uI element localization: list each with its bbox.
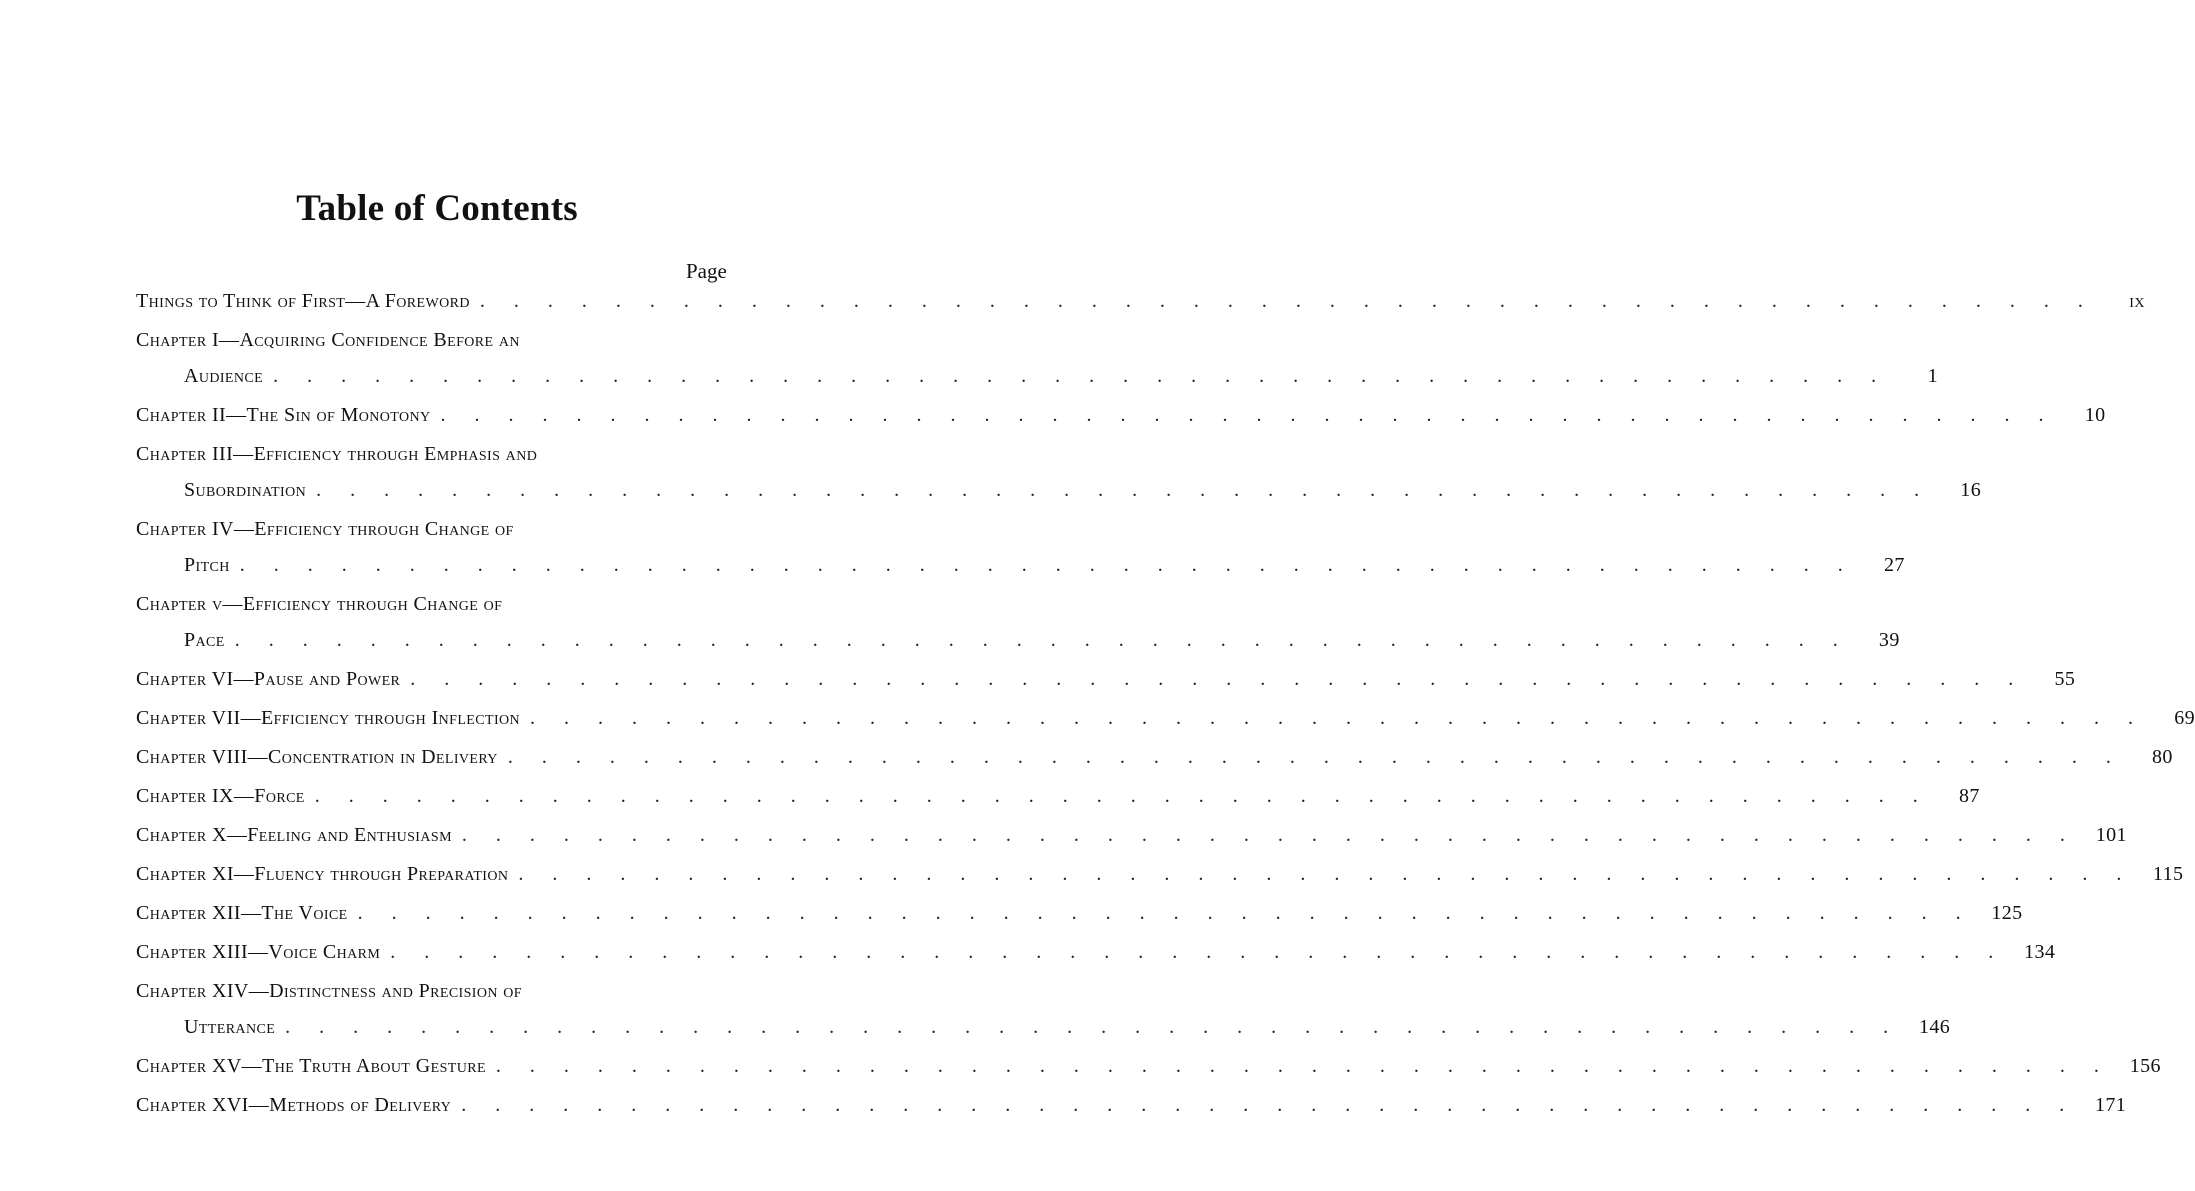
page-title: Table of Contents: [296, 188, 578, 229]
toc-entry-page: 115: [2152, 863, 2184, 885]
toc-entry-title-continued: Subordination: [184, 479, 307, 501]
toc-entry: [136, 978, 1951, 1040]
toc-entry: [136, 402, 2106, 428]
toc-entry: [136, 1053, 2161, 1079]
toc-entry-title-continued: Pitch: [184, 554, 230, 576]
toc-entry-page: 27: [1883, 554, 1905, 576]
toc-entry-title: Chapter XIII—Voice Charm: [136, 941, 381, 963]
dot-leader: [441, 402, 2056, 428]
dot-leader: [462, 822, 2077, 848]
toc-entry-page: 69: [2174, 707, 2195, 729]
toc-entry: [136, 288, 2145, 314]
table-of-contents: [136, 288, 2195, 1131]
toc-entry-page: 1: [1927, 365, 1939, 387]
toc-entry: [136, 441, 1982, 503]
toc-entry: [136, 822, 2127, 848]
toc-entry-page: 134: [2024, 941, 2056, 963]
toc-entry: [136, 744, 2173, 770]
toc-entry: [136, 1092, 2127, 1118]
toc-entry-title: Chapter v—Efficiency through Change of: [136, 593, 503, 615]
toc-entry: [136, 591, 1900, 653]
toc-entry-title: Chapter XI—Fluency through Preparation: [136, 863, 509, 885]
toc-entry: [136, 861, 2184, 887]
dot-leader: [390, 939, 2005, 965]
dot-leader: [496, 1053, 2111, 1079]
toc-entry: [136, 666, 2076, 692]
toc-entry: [136, 900, 2023, 926]
dot-leader: [358, 900, 1973, 926]
toc-entry-page: 101: [2095, 824, 2127, 846]
toc-entry-page: 171: [2094, 1094, 2127, 1116]
toc-entry-title: Chapter II—The Sin of Monotony: [136, 404, 431, 426]
toc-entry-title-continued: Pace: [184, 629, 225, 651]
toc-entry-page: 39: [1878, 629, 1900, 651]
dot-leader: [316, 477, 1931, 503]
toc-entry: [136, 939, 2056, 965]
dot-leader: [518, 861, 2133, 887]
toc-entry-page: 146: [1918, 1016, 1951, 1038]
toc-entry-title: Chapter XV—The Truth About Gesture: [136, 1055, 486, 1077]
toc-entry-title-continued: Audience: [184, 365, 264, 387]
toc-entry: [136, 783, 1980, 809]
dot-leader: [461, 1092, 2076, 1118]
toc-entry-page: ix: [2129, 290, 2145, 312]
toc-entry-title: Chapter VIII—Concentration in Delivery: [136, 746, 498, 768]
toc-entry-title: Chapter IV—Efficiency through Change of: [136, 518, 514, 540]
toc-entry-page: 10: [2084, 404, 2106, 426]
dot-leader: [480, 288, 2095, 314]
toc-entry-title: Chapter XVI—Methods of Delivery: [136, 1094, 452, 1116]
toc-entry-page: 55: [2054, 668, 2076, 690]
toc-entry-title: Chapter IX—Force: [136, 785, 305, 807]
toc-entry: [136, 516, 1905, 578]
dot-leader: [235, 627, 1850, 653]
toc-entry-page: 125: [1991, 902, 2023, 924]
toc-entry-page: 156: [2129, 1055, 2161, 1077]
toc-entry-title: Chapter I—Acquiring Confidence Before an: [136, 329, 520, 351]
toc-entry: [136, 705, 2195, 731]
toc-entry-page: 16: [1960, 479, 1982, 501]
dot-leader: [285, 1014, 1900, 1040]
toc-entry-title: Chapter XIV—Distinctness and Precision of: [136, 980, 522, 1002]
dot-leader: [530, 705, 2145, 731]
toc-entry-page: 80: [2152, 746, 2173, 768]
toc-entry-title: Chapter X—Feeling and Enthusiasm: [136, 824, 452, 846]
dot-leader: [240, 552, 1855, 578]
toc-entry-title: Chapter XII—The Voice: [136, 902, 348, 924]
toc-entry-title: Things to Think of First—A Foreword: [136, 290, 470, 312]
toc-entry-title: Chapter III—Efficiency through Emphasis and: [136, 443, 538, 465]
toc-entry-page: 87: [1958, 785, 1980, 807]
dot-leader: [315, 783, 1930, 809]
dot-leader: [508, 744, 2123, 770]
page-column-header: Page: [686, 259, 727, 283]
toc-entry-title: Chapter VII—Efficiency through Inflection: [136, 707, 521, 729]
dot-leader: [410, 666, 2025, 692]
toc-entry: [136, 327, 1939, 389]
toc-entry-title: Chapter VI—Pause and Power: [136, 668, 401, 690]
dot-leader: [273, 363, 1888, 389]
toc-entry-title-continued: Utterance: [184, 1016, 276, 1038]
